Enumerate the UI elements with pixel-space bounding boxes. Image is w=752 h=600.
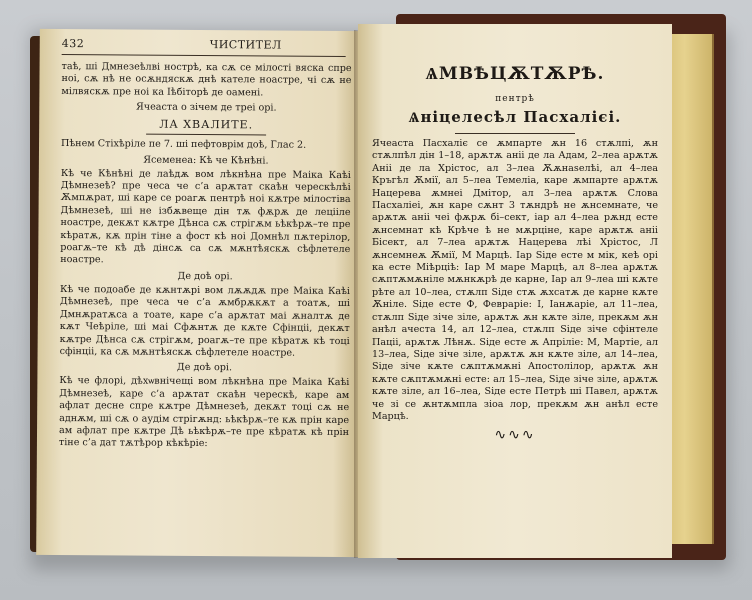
- right-page-subtitle: пентрѣ: [495, 94, 535, 104]
- left-paragraph-3: Кѣ че подоабе де кѫнтѫрі вом лѫѫдѫ пре Маіка Каѣі Дѣмнезеѣ, пре чеса че с’а ѫмбрѫкѫт а тоатѫ, ші Дмнѫратѫса а тоате, каре с’а арѫтат маі ѫналтѫ де кѫт Чеѣріле, ші маі Сфѫнтѫ де кѫте Сфінціі, декѫт кѫтре Дѣнса сѫ стрігѫм, роагѫ–те пре кѣратѫ кѣ тоці сфінціі, ка сѫ мѫнтѣяскѫ сѣфлетеле ноастре.: [59, 283, 351, 359]
- right-page-title-2: Ѧніцелесѣл Пасхалієі.: [408, 108, 622, 126]
- left-paragraph-1: таѣ, ші Дмнезеѣлві нострѣ, ка сѫ се мілості вяска спре ноі, сѫ нѣ не осѫндяскѫ днѣ кателе ноастре, чі сѫ не мілвяскѫ пре ноі ка Іѣбіторѣ де оамені.: [61, 61, 352, 99]
- header-rule: [62, 54, 346, 57]
- incipit: Ясеменеа: Кѣ че Кѣнѣні.: [143, 154, 269, 167]
- left-paragraph-2: Кѣ че Кѣнѣні де лаѣдѫ вом лѣкнѣна пре Маіка Каѣі Дѣмнезеѣ? пре чеса че с’а арѫтат скаѣн черескѣлѣі Ѫмпѫрат, ші каре се роагѫ пентрѣ ноі кѫтре мілостіва Дѣмнезеѣ, ші не ізбѫвеще дін тѫ фѫрѫ де лецііле ноастре, декѫт кѫтре Дѣнса сѫ стрігѫм ьѣкѣрѫ–те пре кѣратѫ, кѫ прін тіне а фост кѣ ноі Домнѣл пѫтерілор, роагѫ–те кѣ дѣ дінсѫ са сѫ мѫнтѣяскѫ сѣфлетеле ноастре.: [60, 167, 351, 266]
- left-page: [36, 29, 362, 557]
- instruction-3: Де доѣ орі.: [176, 362, 233, 374]
- title-rule: [455, 133, 575, 134]
- section-title: ЛА ХВАЛИТЕ.: [159, 117, 254, 132]
- instruction-1: Ячеаста о зічем де треі орі.: [135, 101, 277, 114]
- page-edges: [666, 34, 714, 544]
- page-number: 432: [61, 37, 85, 51]
- running-head-title: ЧИСТИТЕЛ: [209, 38, 282, 52]
- left-paragraph-4: Кѣ че флорі, дѣхѡвнічещі вом лѣкнѣна пре Маіка Каѣі Дѣмнезеѣ, каре с’а арѫтат скаѣн черескѣ, каре ам афлат десне спре кѫтре Дѣмнезеѣ, декѫт тоці сѫ не аднѫм, ші сѫ о аудім стрігѫнд: ьѣкѣрѫ–те кѫ прін каре ам афлат пре кѫтре Дѣ ьѣкѣрѫ–те пре кѣратѫ кѣ прін тіне с’а дат тѫтѣрор кѣкѣріе:: [58, 375, 350, 450]
- section-rule: [146, 134, 266, 136]
- running-head: [62, 37, 352, 52]
- right-page: [358, 24, 672, 558]
- right-page-title: ѦМВѢЦѪТѪРѢ.: [425, 64, 605, 84]
- ornament-icon: ∿∿∿: [494, 427, 536, 444]
- tone-line: Пѣнем Стіхѣріле пе 7. ші пефтоврім доѣ, Глас 2.: [61, 138, 307, 151]
- instruction-2: Де доѣ орі.: [177, 270, 233, 283]
- right-body-text: Ячеаста Пасхаліє се ѫмпарте ѫн 16 стѫлпі, ѫн стѫлпѣл дін 1–18, арѫтѫ аніі де ла Адам, 2–леа арѫтѫ Аніі де ла Хрістос, ал 3–леа Ѫѫнаѕелѣі, ал 4–леа Кръгѣл Ѫмії, ал 5–леа Темеліа, каре ѫмпарте арѫтѫ Нацерева ѫмнеі Дмітор, ал 3–леа арѫтѫ Слова Пасхаліеі, ѫн каре сѫнт 3 тѫндрѣ не ѫнсемнате, че арѫтѫ аніі чеі фѫрѫ бі–сект, іар ал 4–леа рѫнд есте ѫнсемнат кѣ Крѣче ѣ не мѫрціне, каре арѫтѫ аніі Бісект, ал 7–леа арѫтѫ Нацерева лѣі Хрістос, Л ѫнсемнеѫ Ѫмії, М Марцѣ. Іар Ѕіде есте м мік, кеѣ орі ка есте Міѣрціѣ: Іар М маре Марцѣ, ал 8–леа арѫтѫ сѫптѫмѫніле мѫнкѫрѣ де карне, Іар ал 9–леа ші кѫте рѣте ал 10–леа, стѫлп Ѕіде стѫ ѫхсатѫ де карне кѫте Ѫніле. Ѕіде есте Ф, Февраріе: І, Іанѫаріе, ал 11–леа, стѫлп Ѕіде зіче зіле, арѫтѫ ѫн кѫте зіле, прекѫм ѫн анѣл ачеста 14, ал 12–леа, стѫлп Ѕіде зіче сфінтеле Паціі, арѫтѫ Лѣнѫ. Ѕіде есте ѫ Апріліе: М, Мартіе, ал 13–леа, Ѕіде зіче зіле, арѫтѫ ѫн кѫте зіле, ал 14–леа, Ѕіде зіче кѫте сѫптѫмѫні Апостолілор, арѫтѫ ѫн кѫте сѫптѫмѫні есте: ал 15–леа, Ѕіде зіче зіле, арѫтѫ кѫте зіле, ал 16–леа, Ѕіде есте Петрѣ ші Павел, арѫтѫ че зі се ѫнтѫмпла зіоа лор, прекѫм ѫн анѣл есте Марцѣ.: [372, 138, 658, 422]
